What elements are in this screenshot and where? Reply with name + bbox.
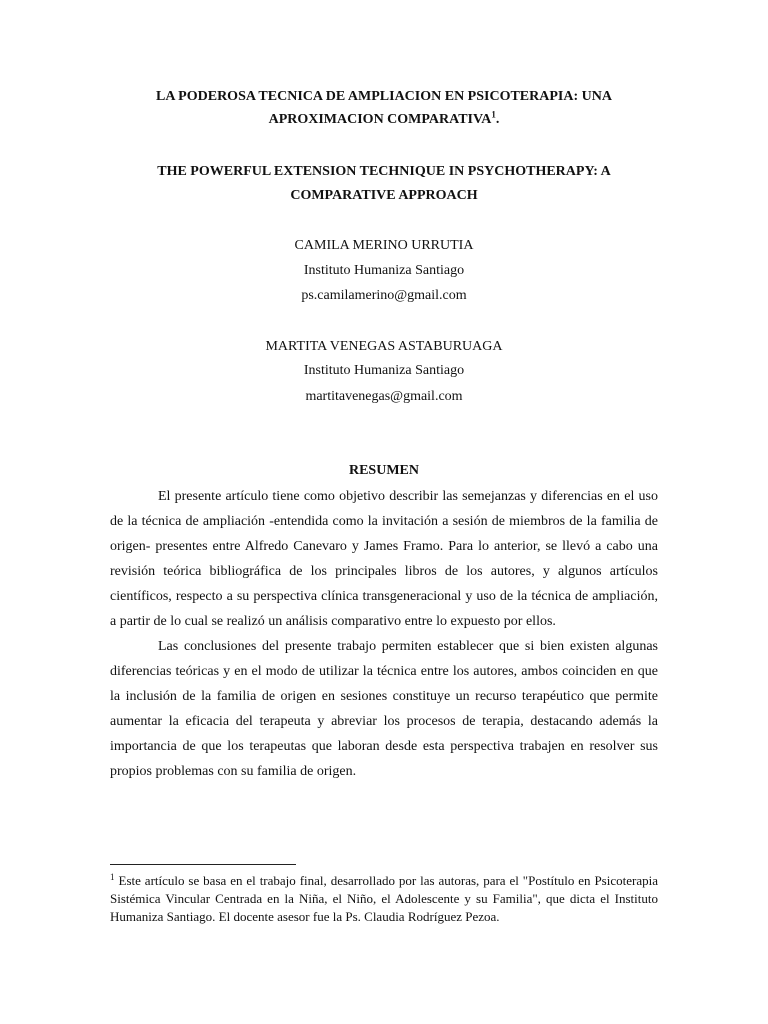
- title-en-line1: THE POWERFUL EXTENSION TECHNIQUE IN PSYCHOTHERAPY: A: [157, 164, 611, 179]
- title-footnote-marker: 1: [491, 109, 496, 120]
- footnote-text: Este artículo se basa en el trabajo final, desarrollado por las autoras, para el "Postítulo en Psicoterapia Sistémica Vincular Centrada en la Niña, el Niño, el Adolescente y su Familia", que dicta el Instituto Humaniza Santiago. El docente asesor fue la Ps. Claudia Rodríguez Pezoa.: [110, 873, 658, 924]
- title-es-line2-text: APROXIMACION COMPARATIVA: [268, 112, 492, 127]
- title-es-line1: LA PODEROSA TECNICA DE AMPLIACION EN PSICOTERAPIA: UNA: [156, 89, 612, 104]
- author-1-institution: Instituto Humaniza Santiago: [303, 263, 465, 278]
- abstract-paragraph-1: El presente artículo tiene como objetivo describir las semejanzas y diferencias en el uso de la técnica de ampliación -entendida como la invitación a sesión de miembros de la familia de origen- presentes entre Alfredo Canevaro y James Framo. Para lo anterior, se llevó a cabo una revisión teórica bibliográfica de los principales libros de los autores, y algunos artículos científicos, respecto a su perspectiva clínica transgeneracional y uso de la técnica de ampliación, a partir de lo cual se realizó un análisis comparativo entre lo expuesto por ellos.: [110, 489, 658, 629]
- author-2-institution: Instituto Humaniza Santiago: [303, 363, 465, 378]
- footnote: [110, 872, 658, 926]
- title-en-line2: COMPARATIVE APPROACH: [290, 188, 478, 203]
- abstract-heading: RESUMEN: [348, 463, 419, 478]
- author-1-name: CAMILA MERINO URRUTIA: [294, 238, 474, 253]
- footnote-marker: 1: [110, 871, 115, 882]
- author-1-email: ps.camilamerino@gmail.com: [301, 288, 467, 303]
- author-2-name: MARTITA VENEGAS ASTABURUAGA: [265, 339, 503, 354]
- title-es-end-punct: .: [495, 112, 500, 127]
- title-es-line2: [0, 111, 768, 129]
- author-2-email: martitavenegas@gmail.com: [305, 389, 463, 404]
- abstract-body: [110, 484, 658, 784]
- abstract-paragraph-2: Las conclusiones del presente trabajo permiten establecer que si bien existen algunas diferencias teóricas y en el modo de utilizar la técnica entre los autores, ambos coinciden en que la inclusión de la familia de origen en sesiones constituye un recurso terapéutico que permite aumentar la eficacia del terapeuta y abreviar los procesos de terapia, destacando además la importancia de que los terapeutas que laboran desde esta perspectiva trabajen en resolver sus propios problemas con su familia de origen.: [110, 639, 658, 779]
- footnote-separator: [110, 864, 296, 865]
